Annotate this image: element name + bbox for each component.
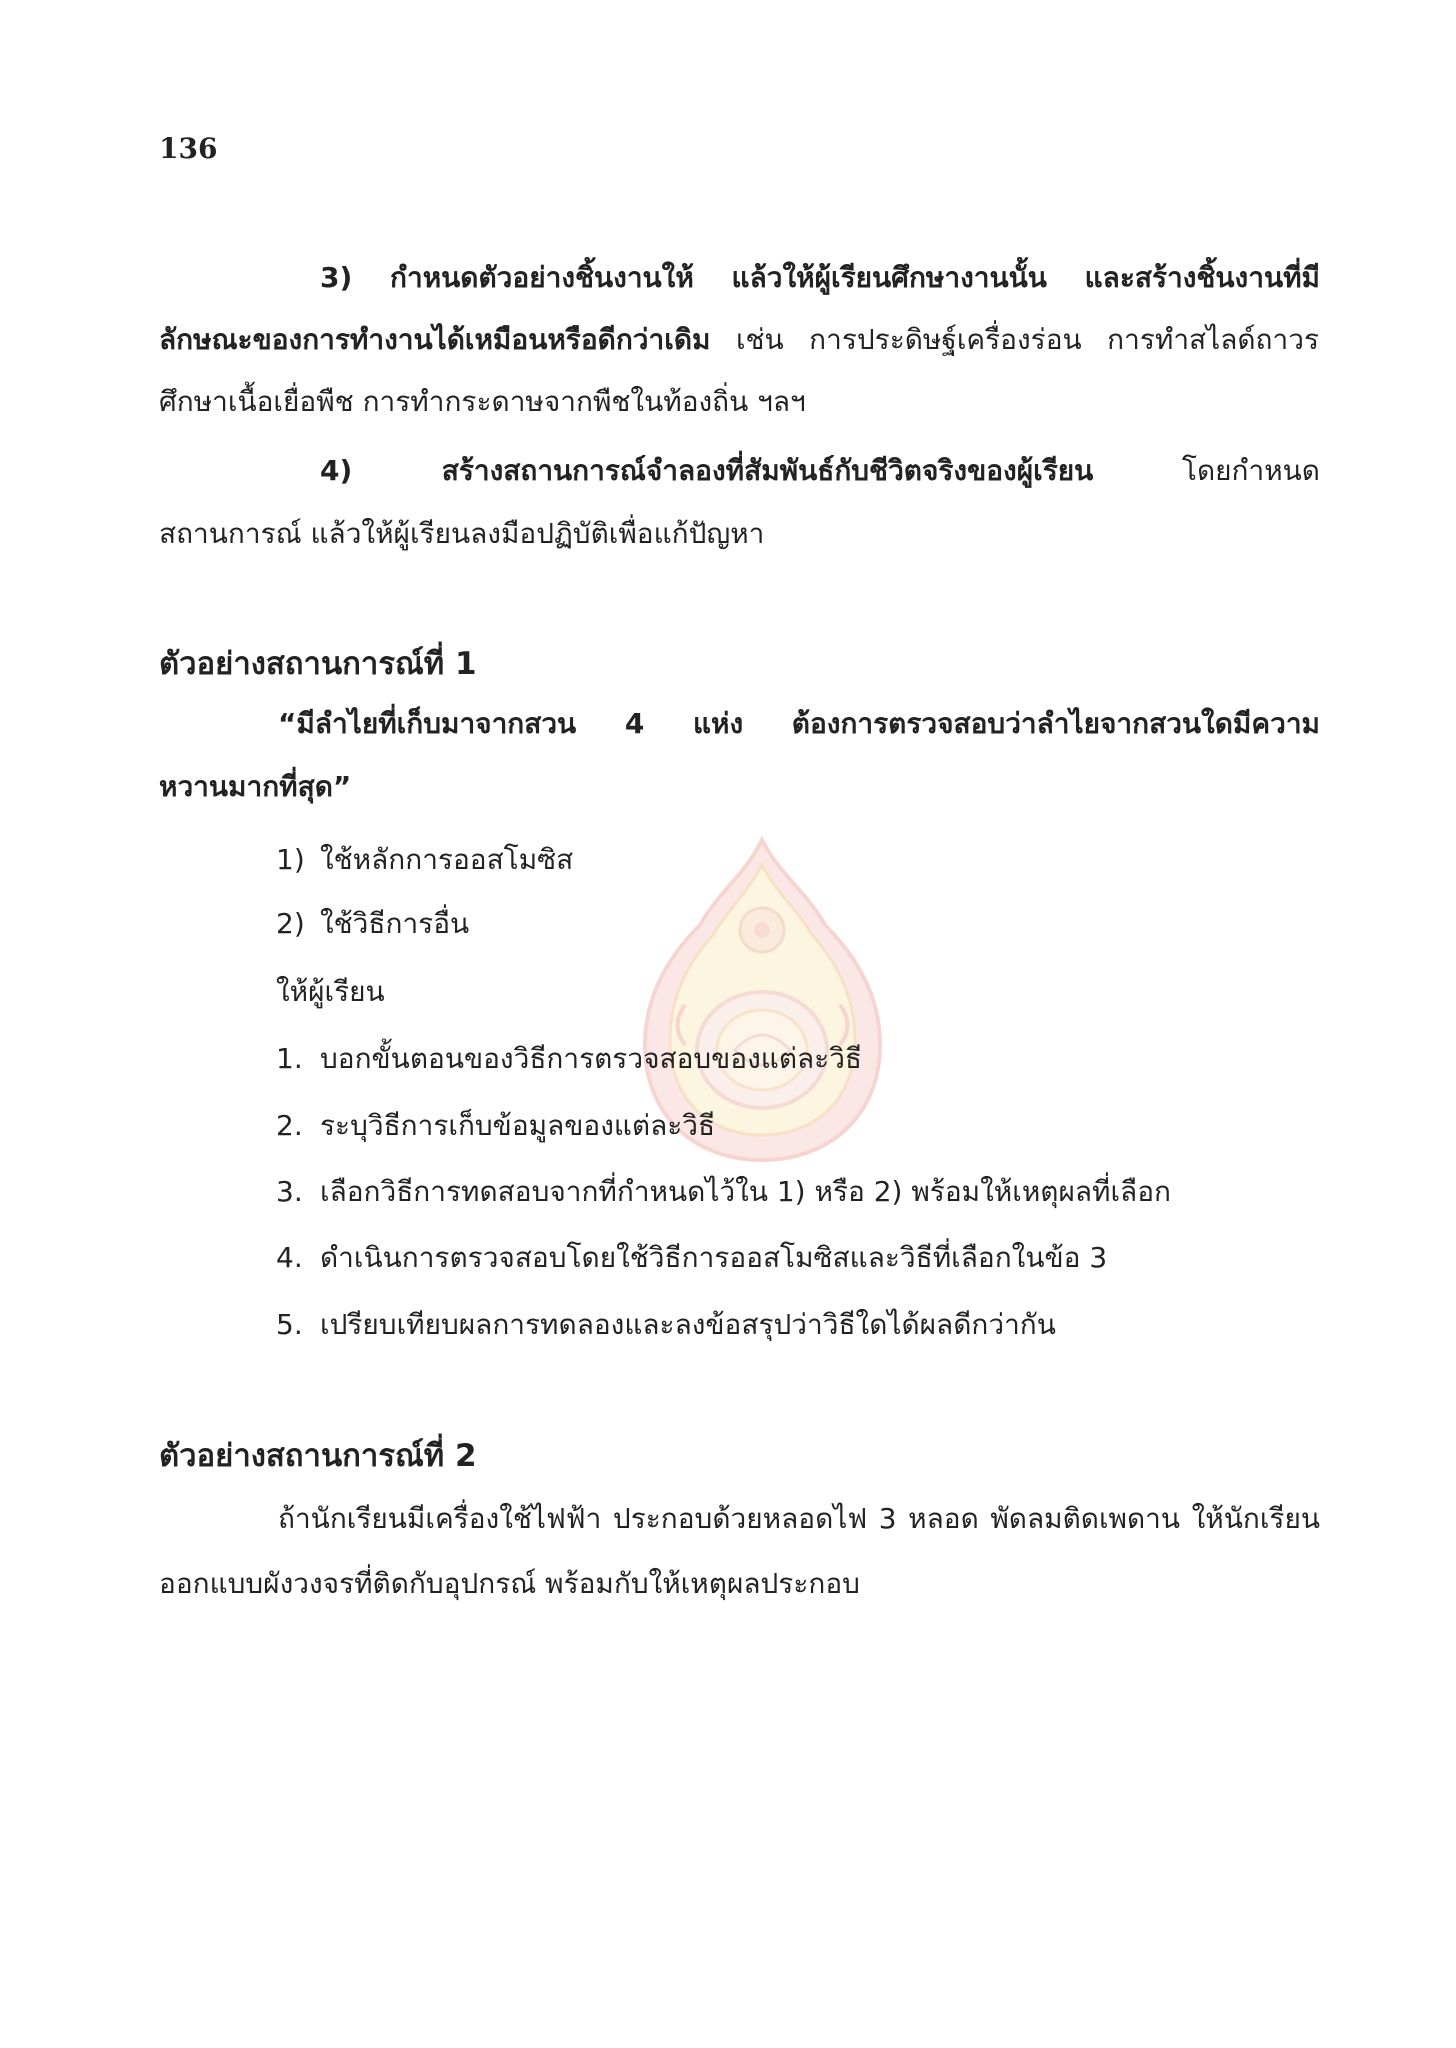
- step-item: [276, 1303, 1436, 1347]
- page-number: 136: [159, 132, 218, 165]
- option-item: [276, 902, 1436, 946]
- step-text: ดำเนินการตรวจสอบโดยใช้วิธีการออสโมซิสและวิธีที่เลือกในข้อ 3: [320, 1241, 1108, 1274]
- step-number: 5.: [276, 1308, 303, 1341]
- paragraph-3-line-1: 3) กำหนดตัวอย่างชิ้นงานให้ แล้วให้ผู้เรียนศึกษางานนั้น และสร้างชิ้นงานที่มี: [320, 261, 1320, 294]
- step-item: [276, 1104, 1436, 1148]
- example-2-heading: ตัวอย่างสถานการณ์ที่ 2: [159, 1438, 477, 1474]
- example-2-line-2: ออกแบบผังวงจรที่ติดกับอุปกรณ์ พร้อมกับให้เหตุผลประกอบ: [159, 1567, 860, 1600]
- option-number: 1): [276, 843, 305, 876]
- paragraph-3-bold-text: ลักษณะของการทำงานได้เหมือนหรือดีกว่าเดิม: [159, 323, 711, 356]
- example-1-heading: ตัวอย่างสถานการณ์ที่ 1: [159, 646, 477, 682]
- paragraph-3-line-3: ศึกษาเนื้อเยื่อพืช การทำกระดาษจากพืชในท้องถิ่น ฯลฯ: [159, 385, 806, 418]
- step-number: 4.: [276, 1241, 303, 1274]
- paragraph-4-line-2: สถานการณ์ แล้วให้ผู้เรียนลงมือปฏิบัติเพื่อแก้ปัญหา: [159, 517, 765, 550]
- paragraph-4-line-1: [320, 449, 1320, 493]
- step-item: [276, 1037, 1436, 1081]
- step-item: [276, 1170, 1436, 1214]
- step-number: 1.: [276, 1042, 303, 1075]
- option-text: ใช้หลักการออสโมซิส: [320, 843, 574, 876]
- step-number: 3.: [276, 1175, 303, 1208]
- example-1-quote-line-1: “มีลำไยที่เก็บมาจากสวน 4 แห่ง ต้องการตรวจสอบว่าลำไยจากสวนใดมีความ: [278, 707, 1320, 740]
- step-text: บอกขั้นตอนของวิธีการตรวจสอบของแต่ละวิธี: [320, 1042, 863, 1075]
- step-text: เลือกวิธีการทดสอบจากที่กำหนดไว้ใน 1) หรือ 2) พร้อมให้เหตุผลที่เลือก: [320, 1175, 1171, 1208]
- option-text: ใช้วิธีการอื่น: [320, 907, 470, 940]
- step-number: 2.: [276, 1109, 303, 1142]
- paragraph-3-line-2: [159, 318, 1319, 362]
- step-text: เปรียบเทียบผลการทดลองและลงข้อสรุปว่าวิธีใดได้ผลดีกว่ากัน: [320, 1308, 1056, 1341]
- instruction-label: ให้ผู้เรียน: [276, 975, 385, 1008]
- paragraph-4-bold-text: 4) สร้างสถานการณ์จำลองที่สัมพันธ์กับชีวิตจริงของผู้เรียน: [320, 454, 1094, 487]
- option-number: 2): [276, 907, 305, 940]
- paragraph-4-rest-text: โดยกำหนด: [1093, 454, 1320, 487]
- step-text: ระบุวิธีการเก็บข้อมูลของแต่ละวิธี: [320, 1109, 716, 1142]
- paragraph-3-rest-text: เช่น การประดิษฐ์เครื่องร่อน การทำสไลด์ถาวร: [710, 323, 1319, 356]
- step-item: [276, 1236, 1436, 1280]
- example-1-quote-line-2: หวานมากที่สุด”: [159, 770, 352, 803]
- option-item: [276, 838, 1436, 882]
- example-2-line-1: ถ้านักเรียนมีเครื่องใช้ไฟฟ้า ประกอบด้วยหลอดไฟ 3 หลอด พัดลมติดเพดาน ให้นักเรียน: [278, 1502, 1320, 1535]
